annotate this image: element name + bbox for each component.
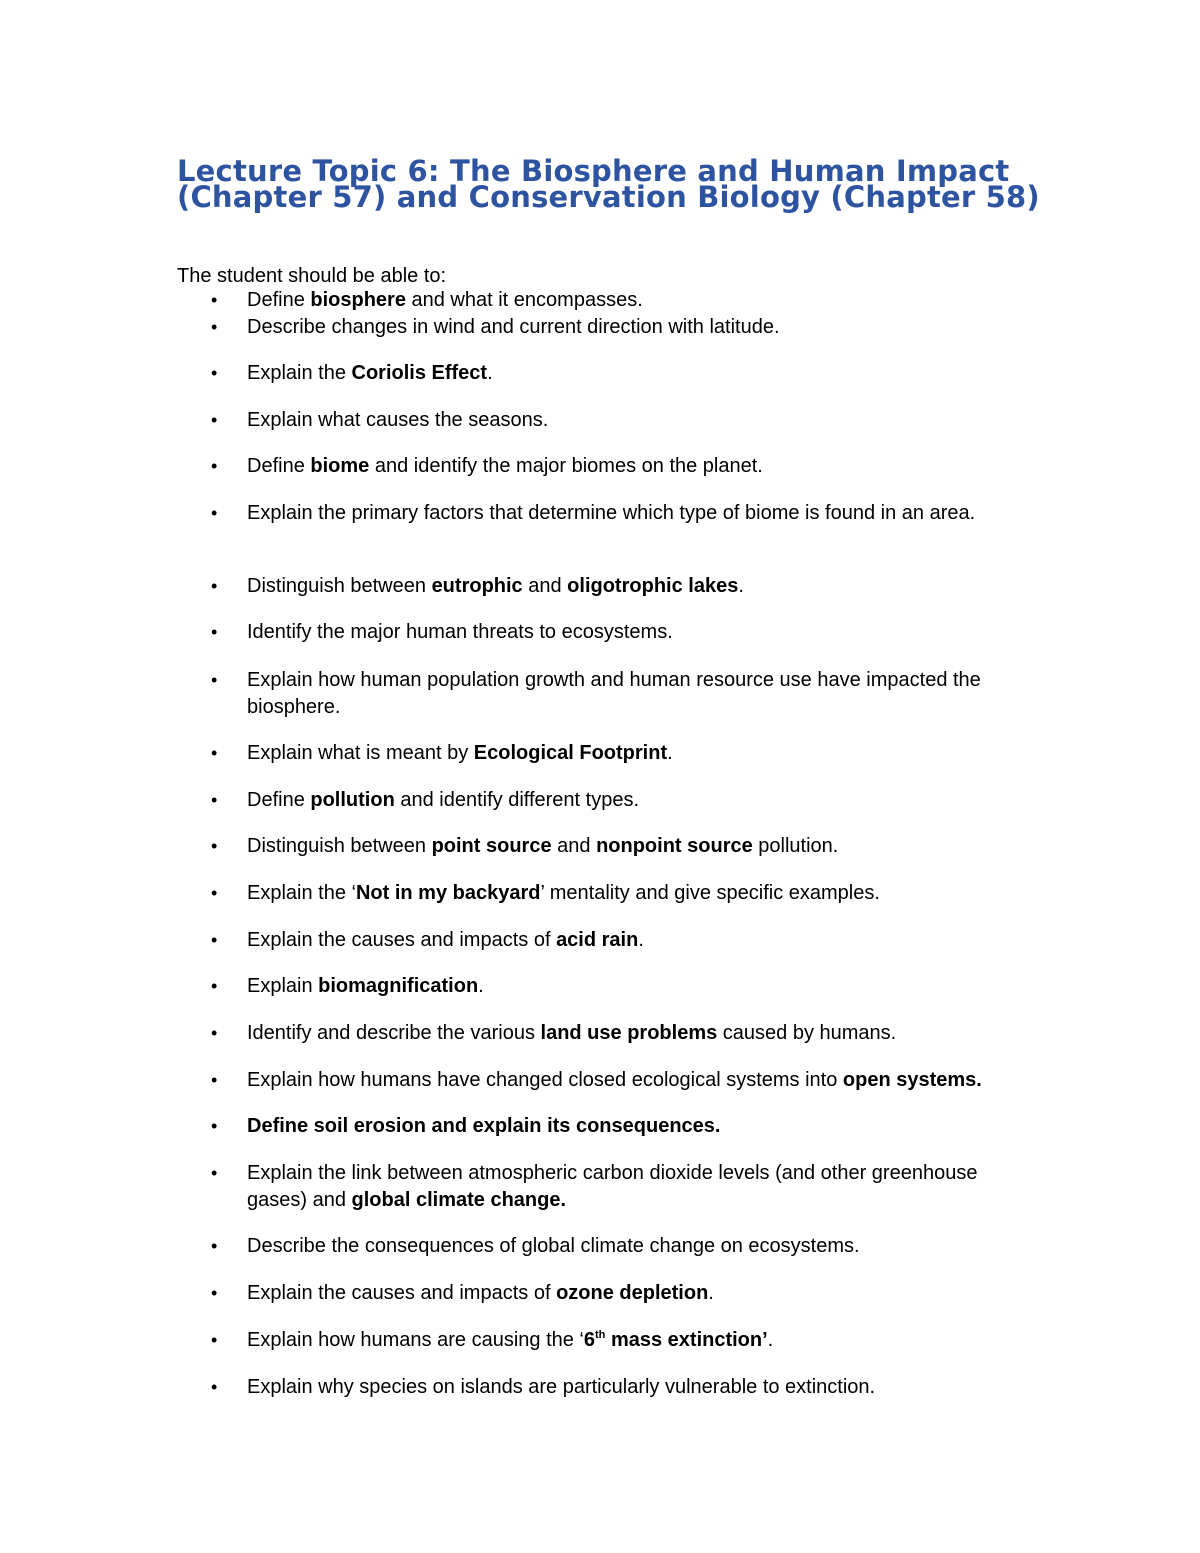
text-segment: Explain the: [247, 362, 352, 384]
objective-text: [247, 500, 1017, 527]
text-segment: pollution.: [752, 835, 839, 857]
objective-text: [247, 1160, 1017, 1214]
bold-term: mass extinction’: [605, 1329, 768, 1351]
text-segment: Define: [247, 455, 311, 477]
text-segment: Explain the causes and impacts of: [247, 1282, 557, 1304]
objective-text: [247, 287, 1017, 314]
bold-term: biomagnification: [318, 975, 479, 997]
intro-text: The student should be able to:: [177, 265, 447, 287]
bold-term: eutrophic: [431, 575, 523, 597]
objective-text: [247, 1327, 1017, 1354]
objective-text: [247, 360, 1017, 387]
objective-text: [247, 787, 1017, 814]
text-segment: .: [738, 575, 744, 597]
bold-term: Not in my backyard: [355, 882, 541, 904]
bold-term: global climate change.: [351, 1189, 567, 1211]
text-segment: Explain the link between atmospheric carbon dioxide levels (and other greenhouse gases) and: [247, 1162, 978, 1211]
text-segment: and identify the major biomes on the planet.: [369, 455, 763, 477]
bold-term: th: [595, 1329, 606, 1341]
text-segment: Explain how human population growth and human resource use have impacted the biosphere.: [247, 669, 981, 718]
bullet-icon: •: [211, 836, 218, 856]
text-segment: Explain what is meant by: [247, 742, 474, 764]
text-segment: and identify different types.: [394, 789, 640, 811]
bullet-icon: •: [211, 790, 218, 810]
text-segment: .: [487, 362, 493, 384]
text-segment: Distinguish between: [247, 575, 432, 597]
objective-text: [247, 927, 1017, 954]
text-segment: ’ mentality and give specific examples.: [540, 882, 880, 904]
bullet-icon: •: [211, 1330, 218, 1350]
bullet-icon: •: [211, 622, 218, 642]
bullet-icon: •: [211, 883, 218, 903]
bullet-icon: •: [211, 1377, 218, 1397]
text-segment: Explain the causes and impacts of: [247, 929, 557, 951]
document-title: Lecture Topic 6: The Biosphere and Human Impact (Chapter 57) and Conservation Biology (Chapter 58): [177, 154, 1040, 214]
text-segment: .: [708, 1282, 714, 1304]
objective-text: [247, 740, 1017, 767]
bullet-icon: •: [211, 576, 218, 596]
text-segment: Explain what causes the seasons.: [247, 409, 549, 431]
objective-text: [247, 573, 1017, 600]
bold-term: land use problems: [540, 1022, 718, 1044]
bold-term: pollution: [310, 789, 395, 811]
bullet-icon: •: [211, 317, 218, 337]
objective-text: [247, 314, 1017, 341]
bullet-icon: •: [211, 1023, 218, 1043]
objective-text: [247, 1067, 1017, 1094]
bullet-icon: •: [211, 1283, 218, 1303]
text-segment: Explain why species on islands are particularly vulnerable to extinction.: [247, 1376, 876, 1398]
bold-term: Coriolis Effect: [351, 362, 488, 384]
text-segment: Identify the major human threats to ecosystems.: [247, 621, 673, 643]
text-segment: and what it encompasses.: [405, 289, 643, 311]
bullet-icon: •: [211, 1163, 218, 1183]
objective-text: [247, 667, 1017, 721]
objective-text: [247, 880, 1017, 907]
bullet-icon: •: [211, 1070, 218, 1090]
text-segment: caused by humans.: [717, 1022, 897, 1044]
bold-term: 6: [583, 1329, 595, 1351]
objective-text: [247, 1374, 1017, 1401]
objective-text: [247, 407, 1017, 434]
bold-term: oligotrophic lakes: [567, 575, 739, 597]
text-segment: Distinguish between: [247, 835, 432, 857]
text-segment: Describe the consequences of global climate change on ecosystems.: [247, 1235, 860, 1257]
bold-term: open systems.: [842, 1069, 982, 1091]
bold-term: point source: [431, 835, 552, 857]
bold-term: Ecological Footprint: [473, 742, 668, 764]
text-segment: Explain how humans have changed closed ecological systems into: [247, 1069, 843, 1091]
bold-term: biome: [310, 455, 370, 477]
objective-text: [247, 1020, 1017, 1047]
text-segment: Explain the primary factors that determine which type of biome is found in an area.: [247, 502, 976, 524]
text-segment: Identify and describe the various: [247, 1022, 541, 1044]
bullet-icon: •: [211, 456, 218, 476]
objective-text: [247, 1280, 1017, 1307]
bold-term: acid rain: [556, 929, 639, 951]
text-segment: and: [551, 835, 597, 857]
text-segment: Explain how humans are causing the ‘: [247, 1329, 584, 1351]
text-segment: .: [667, 742, 673, 764]
bullet-icon: •: [211, 670, 218, 690]
objective-text: [247, 1113, 1017, 1140]
objective-text: [247, 833, 1017, 860]
objective-text: [247, 619, 1017, 646]
bullet-icon: •: [211, 743, 218, 763]
objective-text: [247, 453, 1017, 480]
text-segment: Explain: [247, 975, 319, 997]
objective-text: [247, 1233, 1017, 1260]
bullet-icon: •: [211, 1116, 218, 1136]
text-segment: .: [767, 1329, 774, 1351]
bullet-icon: •: [211, 976, 218, 996]
bold-term: biosphere: [310, 289, 406, 311]
bullet-icon: •: [211, 410, 218, 430]
text-segment: .: [478, 975, 484, 997]
text-segment: .: [638, 929, 644, 951]
text-segment: Define: [247, 289, 311, 311]
text-segment: and: [522, 575, 568, 597]
bold-term: ozone depletion: [556, 1282, 709, 1304]
bullet-icon: •: [211, 503, 218, 523]
objective-text: [247, 973, 1017, 1000]
text-segment: Define: [247, 789, 311, 811]
bold-term: nonpoint source: [596, 835, 753, 857]
bullet-icon: •: [211, 1236, 218, 1256]
text-segment: Describe changes in wind and current direction with latitude.: [247, 316, 780, 338]
bullet-icon: •: [211, 363, 218, 383]
bullet-icon: •: [211, 930, 218, 950]
bullet-icon: •: [211, 290, 218, 310]
bold-term: Define soil erosion and explain its consequences.: [247, 1115, 721, 1137]
text-segment: Explain the ‘: [247, 882, 356, 904]
